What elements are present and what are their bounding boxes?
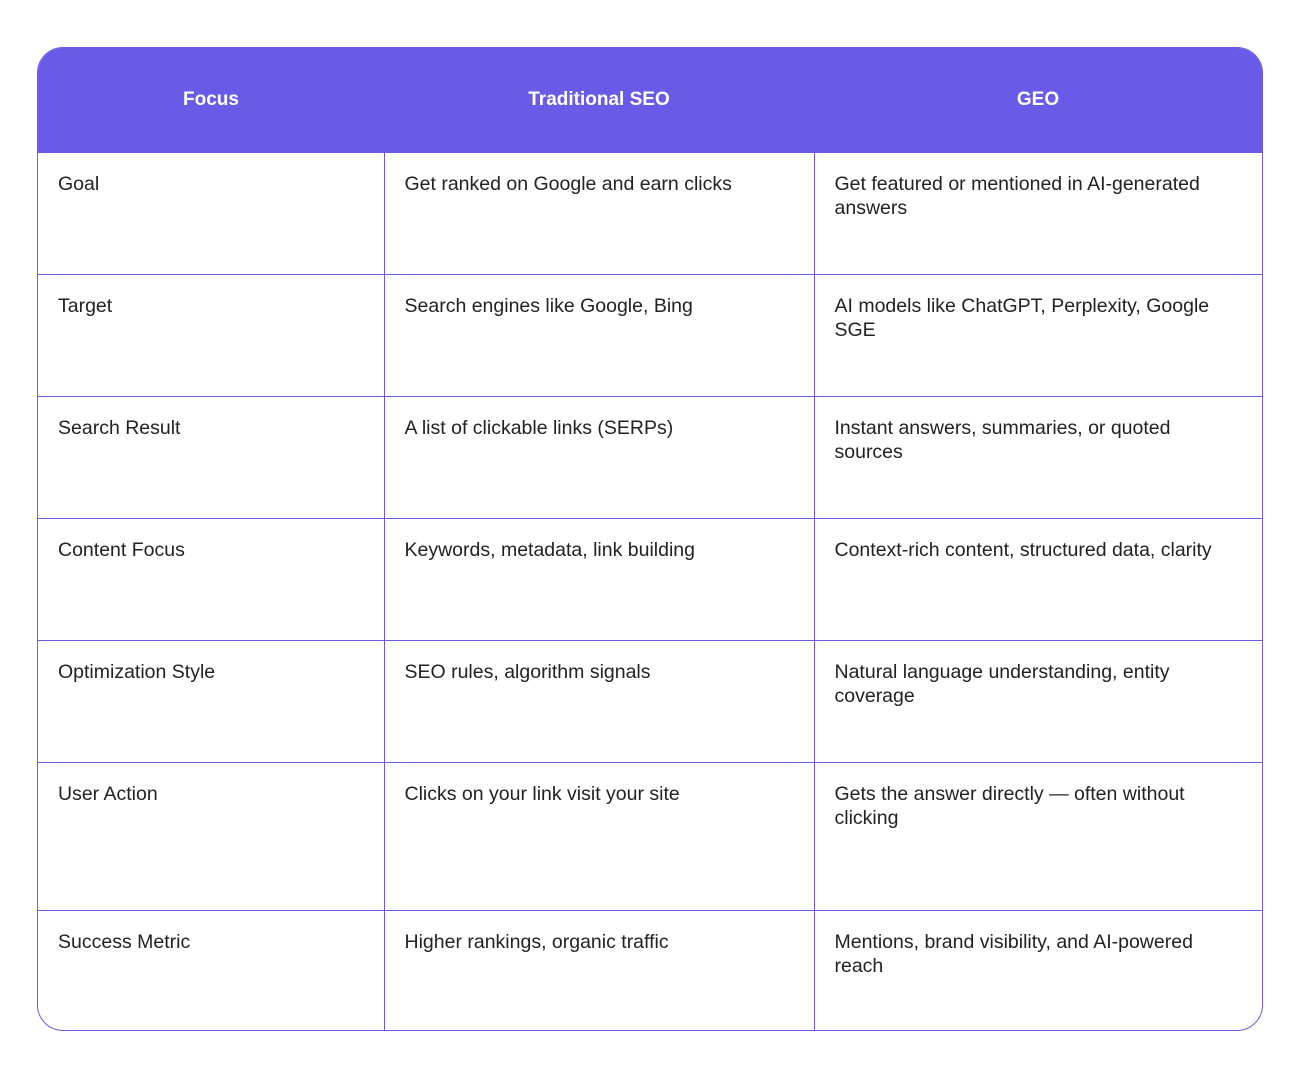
table-row [38,640,1262,762]
cell-geo: Context-rich content, structured data, clarity [814,518,1262,640]
seo-vs-geo-table [38,48,1262,1031]
cell-geo: Instant answers, summaries, or quoted sources [814,396,1262,518]
cell-seo: Search engines like Google, Bing [384,274,814,396]
table-row [38,396,1262,518]
cell-focus: Target [38,274,384,396]
table-row [38,152,1262,274]
cell-seo: Clicks on your link visit your site [384,762,814,910]
cell-geo: Get featured or mentioned in AI-generated answers [814,152,1262,274]
table-row [38,910,1262,1031]
table-body [38,152,1262,1031]
header-focus: Focus [183,88,239,110]
cell-geo: AI models like ChatGPT, Perplexity, Google SGE [814,274,1262,396]
cell-focus: Goal [38,152,384,274]
cell-focus: Optimization Style [38,640,384,762]
cell-focus: User Action [38,762,384,910]
header-row [38,48,1262,152]
table-row [38,274,1262,396]
table-row [38,518,1262,640]
cell-geo: Mentions, brand visibility, and AI-powered reach [814,910,1262,1031]
cell-seo: Higher rankings, organic traffic [384,910,814,1031]
cell-seo: SEO rules, algorithm signals [384,640,814,762]
header-geo: GEO [1016,88,1060,110]
cell-focus: Success Metric [38,910,384,1031]
cell-focus: Search Result [38,396,384,518]
cell-focus: Content Focus [38,518,384,640]
cell-geo: Natural language understanding, entity coverage [814,640,1262,762]
cell-geo: Gets the answer directly — often without clicking [814,762,1262,910]
header-traditional-seo: Traditional SEO [528,88,670,110]
cell-seo: Get ranked on Google and earn clicks [384,152,814,274]
table-row [38,762,1262,910]
table-header [38,48,1262,152]
cell-seo: A list of clickable links (SERPs) [384,396,814,518]
cell-seo: Keywords, metadata, link building [384,518,814,640]
comparison-table [37,47,1263,1031]
